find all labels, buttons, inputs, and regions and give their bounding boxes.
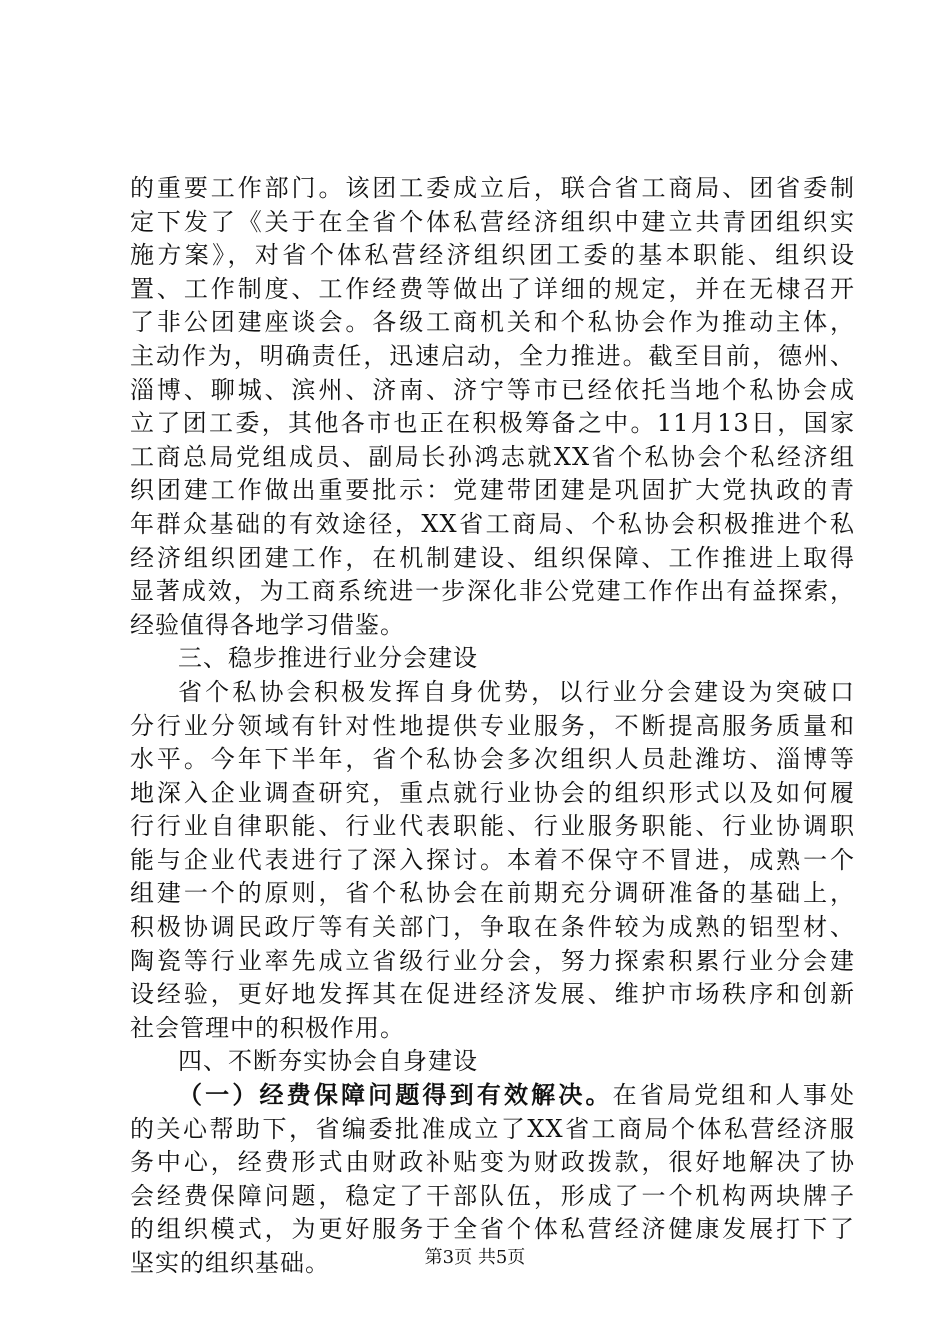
page-number-footer: 第3页 共5页 — [424, 1247, 526, 1268]
section-heading: 三、稳步推进行业分会建设 — [178, 644, 478, 673]
paragraph-line: 积极协调民政厅等有关部门，争取在条件较为成熟的铝型材、 — [130, 913, 855, 942]
paragraph-line: 组建一个的原则，省个私协会在前期充分调研准备的基础上， — [130, 879, 855, 908]
paragraph-line: 水平。今年下半年，省个私协会多次组织人员赴潍坊、淄博等 — [130, 745, 855, 774]
paragraph-line: 定下发了《关于在全省个体私营经济组织中建立共青团组织实 — [130, 207, 855, 236]
paragraph-line: 务中心，经费形式由财政补贴变为财政拨款，很好地解决了协 — [130, 1148, 855, 1177]
paragraph-line: 立了团工委，其他各市也正在积极筹备之中。11月13日，国家 — [130, 409, 855, 438]
paragraph-text: 在省局党组和人事处 — [612, 1081, 856, 1110]
paragraph-line: 主动作为，明确责任，迅速启动，全力推进。截至目前，德州、 — [130, 341, 855, 370]
paragraph-line: 淄博、聊城、滨州、济南、济宁等市已经依托当地个私协会成 — [130, 375, 855, 404]
subsection-title: （一）经费保障问题得到有效解决。 — [178, 1081, 613, 1110]
paragraph-line: 陶瓷等行业率先成立省级行业分会，努力探索积累行业分会建 — [130, 946, 855, 975]
paragraph-line: 显著成效，为工商系统进一步深化非公党建工作作出有益探索， — [130, 577, 855, 606]
paragraph-line: 置、工作制度、工作经费等做出了详细的规定，并在无棣召开 — [130, 274, 855, 303]
paragraph-line: 了非公团建座谈会。各级工商机关和个私协会作为推动主体， — [130, 308, 855, 337]
paragraph-line: 经济组织团建工作，在机制建设、组织保障、工作推进上取得 — [130, 543, 855, 572]
paragraph-line: 社会管理中的积极作用。 — [130, 1013, 405, 1042]
paragraph-line: 地深入企业调查研究，重点就行业协会的组织形式以及如何履 — [130, 778, 855, 807]
paragraph-line: 年群众基础的有效途径，XX省工商局、个私协会积极推进个私 — [130, 509, 855, 538]
paragraph-line: 织团建工作做出重要批示：党建带团建是巩固扩大党执政的青 — [130, 476, 855, 505]
paragraph-line: 工商总局党组成员、副局长孙鸿志就XX省个私协会个私经济组 — [130, 442, 855, 471]
document-body — [130, 172, 855, 1281]
paragraph-line — [130, 1079, 855, 1113]
paragraph-line: 的重要工作部门。该团工委成立后，联合省工商局、团省委制 — [130, 174, 855, 202]
paragraph-line: 能与企业代表进行了深入探讨。本着不保守不冒进，成熟一个 — [130, 845, 855, 874]
paragraph-line: 的组织模式，为更好服务于全省个体私营经济健康发展打下了 — [130, 1215, 855, 1244]
paragraph-line: 施方案》，对省个体私营经济组织团工委的基本职能、组织设 — [130, 241, 855, 270]
paragraph-line: 经验值得各地学习借鉴。 — [130, 610, 405, 639]
paragraph-line: 坚实的组织基础。 — [130, 1249, 330, 1277]
paragraph-line: 设经验，更好地发挥其在促进经济发展、维护市场秩序和创新 — [130, 980, 855, 1009]
paragraph-line: 分行业分领域有针对性地提供专业服务，不断提高服务质量和 — [130, 711, 855, 740]
section-heading: 四、不断夯实协会自身建设 — [178, 1047, 478, 1076]
paragraph-line: 会经费保障问题，稳定了干部队伍，形成了一个机构两块牌子 — [130, 1181, 855, 1210]
paragraph-line: 的关心帮助下，省编委批准成立了XX省工商局个体私营经济服 — [130, 1114, 855, 1143]
paragraph-line: 省个私协会积极发挥自身优势，以行业分会建设为突破口 — [178, 677, 855, 706]
paragraph-line: 行行业自律职能、行业代表职能、行业服务职能、行业协调职 — [130, 812, 855, 841]
